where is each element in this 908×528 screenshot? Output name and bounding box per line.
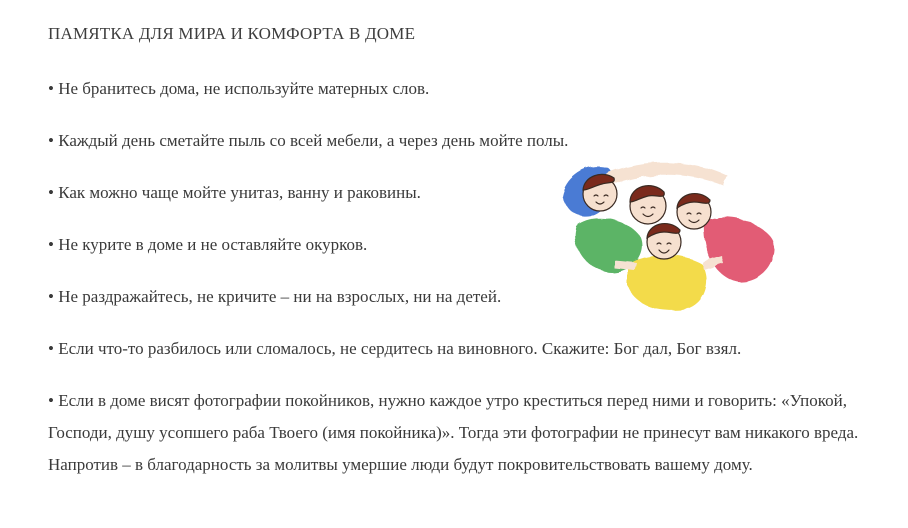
list-item: • Каждый день сметайте пыль со всей мебели, а через день мойте полы. (48, 131, 569, 150)
list-item: • Как можно чаще мойте унитаз, ванну и раковины. (48, 183, 421, 202)
list-item: • Если что-то разбилось или сломалось, не сердитесь на виновного. Скажите: Бог дал, Бог взял. (48, 339, 742, 358)
list-item: • Не раздражайтесь, не кричите – ни на взрослых, ни на детей. (48, 287, 502, 306)
family-hug-illustration (556, 156, 780, 312)
list-item: • Если в доме висят фотографии покойников, нужно каждое утро креститься перед ними и говорить: «Упокой, Господи, душу усопшего раба Твоего (имя покойника)». Тогда эти фотографии не принесут вам никакого вреда. Напротив – в благодарность за молитвы умершие люди будут покровительствовать вашему дому. (48, 391, 859, 474)
list-item: • Не бранитесь дома, не используйте матерных слов. (48, 79, 430, 98)
page-title: ПАМЯТКА ДЛЯ МИРА И КОМФОРТА В ДОМЕ (48, 24, 416, 43)
list-item: • Не курите в доме и не оставляйте окурков. (48, 235, 368, 254)
